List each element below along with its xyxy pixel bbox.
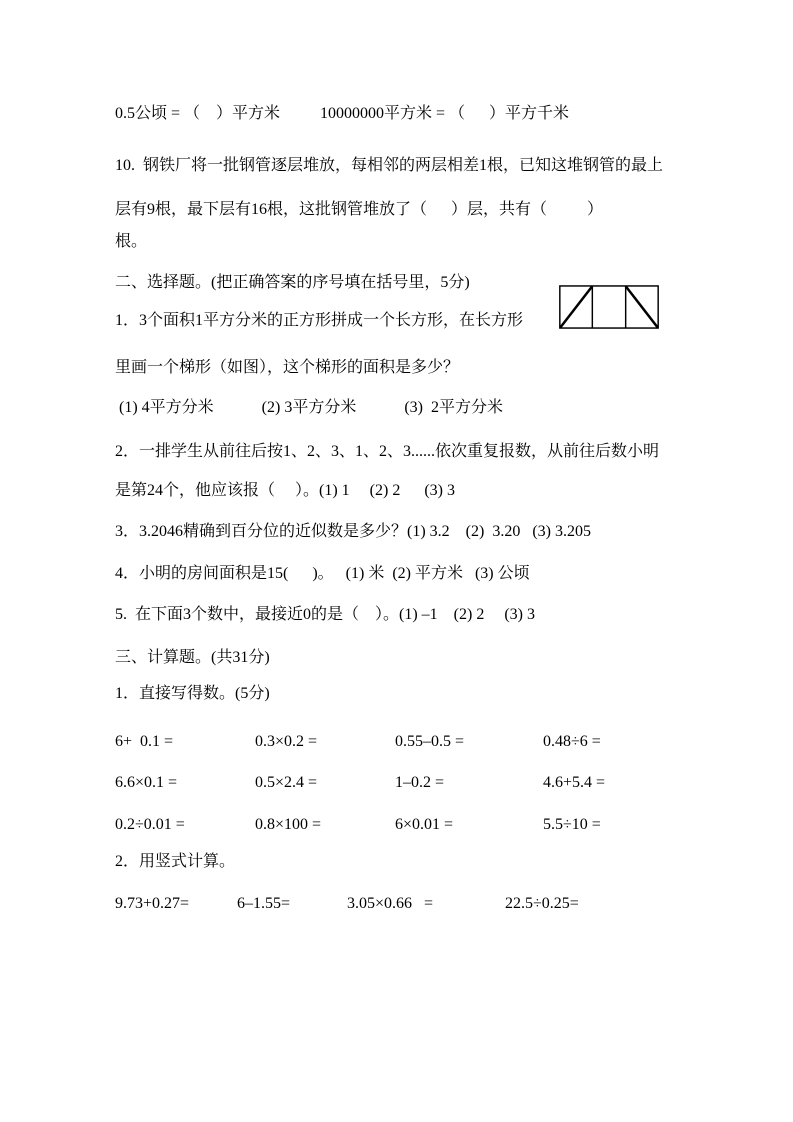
q10-line-2: 层有9根，最下层有16根，这批钢管堆放了（ ）层，共有（ ） bbox=[115, 201, 604, 218]
mental-calc-cell: 0.8×100 = bbox=[255, 816, 322, 833]
mental-calc-cell: 4.6+5.4 = bbox=[543, 774, 606, 791]
vertical-calc-cell: 6–1.55= bbox=[237, 895, 291, 912]
s2-q1-line-2: 里画一个梯形（如图），这个梯形的面积是多少？ bbox=[115, 359, 460, 376]
mental-calc-cell: 0.48÷6 = bbox=[543, 733, 601, 750]
s2-q4: 4．小明的房间面积是15( )。 (1) 米 (2) 平方米 (3) 公顷 bbox=[115, 565, 530, 582]
s2-q1-options: (1) 4平方分米 (2) 3平方分米 (3) 2平方分米 bbox=[115, 399, 503, 416]
mental-calc-cell: 6.6×0.1 = bbox=[115, 774, 178, 791]
mental-calc-cell: 6×0.01 = bbox=[395, 816, 454, 833]
vertical-calc-row bbox=[115, 893, 695, 915]
s3-sub-2-title: 2．用竖式计算。 bbox=[115, 853, 236, 870]
mental-calc-cell: 5.5÷10 = bbox=[543, 816, 601, 833]
mental-calc-row-1 bbox=[115, 731, 695, 753]
vertical-calc-cell: 22.5÷0.25= bbox=[505, 895, 579, 912]
mental-calc-row-2 bbox=[115, 772, 695, 794]
mental-calc-cell: 6+ 0.1 = bbox=[115, 733, 174, 750]
s3-sub-1-title: 1．直接写得数。(5分) bbox=[115, 685, 270, 702]
mental-calc-cell: 0.2÷0.01 = bbox=[115, 816, 185, 833]
q10-line-1: 10. 钢铁厂将一批钢管逐层堆放，每相邻的两层相差1根，已知这堆钢管的最上 bbox=[115, 157, 664, 174]
mental-calc-cell: 0.3×0.2 = bbox=[255, 733, 318, 750]
mental-calc-cell: 0.55–0.5 = bbox=[395, 733, 465, 750]
vertical-calc-cell: 3.05×0.66 = bbox=[347, 895, 434, 912]
s2-q1-line-1: 1．3个面积1平方分米的正方形拼成一个长方形，在长方形 bbox=[115, 312, 524, 329]
q9-units-line: 0.5公顷 = （ ）平方米 10000000平方米 = （ ）平方千米 bbox=[115, 105, 570, 122]
mental-calc-cell: 1–0.2 = bbox=[395, 774, 445, 791]
vertical-calc-cell: 9.73+0.27= bbox=[115, 895, 190, 912]
s2-q2-line-1: 2．一排学生从前往后按1、2、3、1、2、3......依次重复报数，从前往后数小明 bbox=[115, 443, 660, 460]
s2-q5: 5. 在下面3个数中，最接近0的是（ ）。(1) –1 (2) 2 (3) 3 bbox=[115, 606, 535, 623]
mental-calc-cell: 0.5×2.4 = bbox=[255, 774, 318, 791]
trapezoid-figure bbox=[559, 284, 659, 330]
mental-calc-row-3 bbox=[115, 814, 695, 836]
s2-q3: 3．3.2046精确到百分位的近似数是多少？(1) 3.2 (2) 3.20 (3) 3.205 bbox=[115, 523, 591, 540]
q10-line-3: 根。 bbox=[115, 233, 148, 250]
section-2-title: 二、选择题。(把正确答案的序号填在括号里，5分) bbox=[115, 274, 470, 291]
s2-q2-line-2: 是第24个，他应该报（ ）。(1) 1 (2) 2 (3) 3 bbox=[115, 482, 455, 499]
section-3-title: 三、计算题。(共31分) bbox=[115, 649, 270, 666]
